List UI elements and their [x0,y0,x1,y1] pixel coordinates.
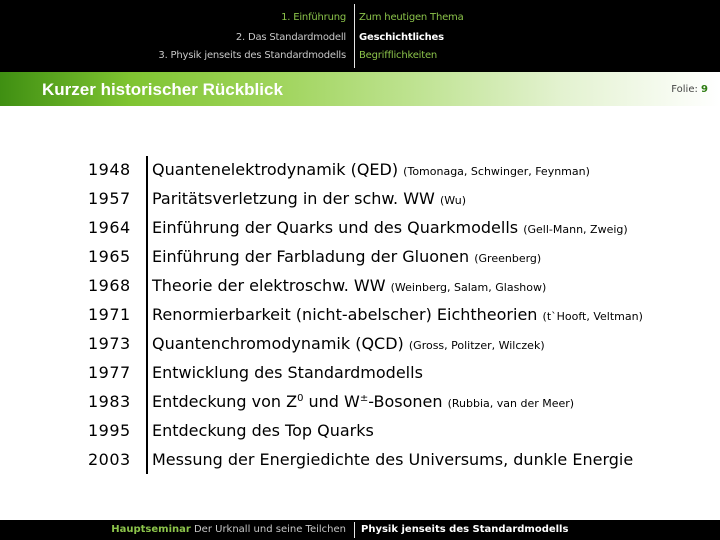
timeline-year: 1995 [88,421,131,440]
superscript-zero: 0 [297,393,304,404]
timeline-year: 1983 [88,392,131,411]
nav-section-begrifflichkeiten[interactable]: Begrifflichkeiten [359,50,438,61]
footer-seminar-bold: Hauptseminar [111,524,191,535]
event-text-part: Entdeckung von Z [152,392,298,411]
event-text: Theorie der elektroschw. WW [152,276,391,295]
timeline-year: 1968 [88,276,131,295]
chapter-nav [0,0,352,72]
nav-divider [354,4,355,68]
timeline-year: 1948 [88,160,131,179]
event-text: Entdeckung des Top Quarks [152,421,374,440]
timeline-event [152,218,628,237]
slide-number-label: Folie: [671,84,702,95]
timeline-year: 1957 [88,189,131,208]
timeline-event [152,247,541,266]
event-text-part: und W [303,392,360,411]
event-names: (Gross, Politzer, Wilczek) [408,339,545,352]
event-names: (Wu) [439,194,466,207]
superscript-plus-minus: ± [359,393,369,404]
footer-topic: Physik jenseits des Standardmodells [361,524,569,535]
nav-chapter-2[interactable]: 2. Das Standardmodell [235,32,346,43]
nav-chapter-1[interactable]: 1. Einführung [281,12,346,23]
event-text: Quantenchromodynamik (QCD) [152,334,409,353]
footer-divider [354,522,355,538]
timeline-event [152,189,466,208]
timeline-event [152,334,545,353]
timeline-year: 1977 [88,363,131,382]
slide-number-value: 9 [701,84,708,95]
event-text: Paritätsverletzung in der schw. WW [152,189,440,208]
timeline-event [152,392,574,411]
top-navigation-bar [0,0,720,72]
nav-section-geschichtliches[interactable]: Geschichtliches [359,32,444,43]
section-nav [357,0,720,72]
event-text: Einführung der Farbladung der Gluonen [152,247,475,266]
timeline-event [152,305,643,324]
timeline-event [152,276,546,295]
timeline-event [152,363,423,382]
event-text-part: -Bosonen [368,392,448,411]
event-text: Einführung der Quarks und des Quarkmodells [152,218,524,237]
page-title: Kurzer historischer Rückblick [42,80,283,99]
event-names: (Weinberg, Salam, Glashow) [390,281,547,294]
timeline-divider [146,156,148,474]
slide-number [671,84,708,95]
timeline-event [152,450,633,469]
nav-chapter-3[interactable]: 3. Physik jenseits des Standardmodells [158,50,346,61]
timeline-year: 1971 [88,305,131,324]
timeline-year: 2003 [88,450,131,469]
event-text: Renormierbarkeit (nicht-abelscher) Eichtheorien [152,305,543,324]
footer-bar [0,520,720,540]
footer-seminar-title: Der Urknall und seine Teilchen [190,524,346,535]
event-text: Entwicklung des Standardmodells [152,363,423,382]
timeline-year: 1965 [88,247,131,266]
timeline-event [152,160,590,179]
event-names: (Greenberg) [474,252,542,265]
timeline-event [152,421,374,440]
event-text: Messung der Energiedichte des Universums, dunkle Energie [152,450,634,469]
nav-section-heutiges-thema[interactable]: Zum heutigen Thema [359,12,464,23]
timeline-year: 1973 [88,334,131,353]
event-names: (Gell-Mann, Zweig) [523,223,628,236]
event-names: (t`Hooft, Veltman) [542,310,643,323]
footer-seminar [0,520,352,540]
event-names: (Rubbia, van der Meer) [447,397,575,410]
timeline-year: 1964 [88,218,131,237]
event-text: Quantenelektrodynamik (QED) [152,160,404,179]
event-names: (Tomonaga, Schwinger, Feynman) [403,165,590,178]
